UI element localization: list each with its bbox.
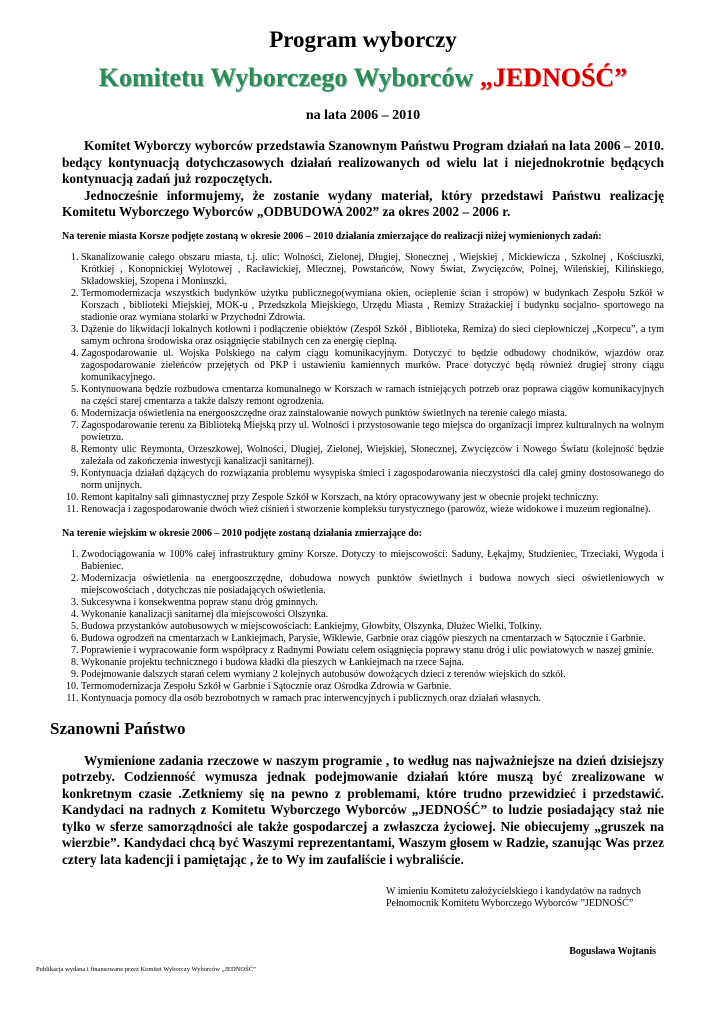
rural-section-heading: Na terenie wiejskim w okresie 2006 – 2010 podjęte zostaną działania zmierzające do:	[62, 527, 423, 539]
list-item: 11. Renowacja i zagospodarowanie dwóch wież ciśnień i stworzenie kompleksu turystycznego (parowóz, wieże widokowe i muzeum regionalne).	[81, 504, 664, 516]
list-item: 11. Kontynuacja pomocy dla osób bezrobotnych w ramach prac interwencyjnych i publicznych oraz działań własnych.	[81, 693, 664, 705]
list-item: 4. Zagospodarowanie ul. Wojska Polskiego na całym ciągu komunikacyjnym. Dotyczyć to będzie odbudowy chodników, wjazdów oraz zagospodarowanie zieleńców przejętych od PKP i ustawieniu kamiennych murków. Prace dotyczyć będą również drugiej strony ciągu komunikacyjnego.	[81, 348, 664, 384]
signature-line-2: Pełnomocnik Komitetu Wyborczego Wyborców ”JEDNOŚĆ”	[386, 898, 634, 909]
intro	[62, 138, 664, 221]
closing-heading: Szanowni Państwo	[50, 718, 186, 738]
list-item: 10. Remont kapitalny sali gimnastycznej przy Zespole Szkół w Korszach, na który opracowywany jest w obecnie projekt techniczny.	[81, 492, 664, 504]
list-item: 9. Podejmowanie dalszych starań celem wymiany 2 kolejnych autobusów dowożących dzieci z terenów wiejskich do szkół.	[81, 669, 664, 681]
committee-name: Komitetu Wyborczego Wyborców	[98, 63, 480, 92]
list-item: 2. Modernizacja oświetlenia na energooszczędne, dobudowa nowych punktów świetlnych i budowa nowych sieci oświetleniowych w miejscowościach , dotychczas nie posiadających oświetlenia.	[81, 573, 664, 597]
program-years: na lata 2006 – 2010	[305, 108, 421, 123]
list-item: 9. Kontynuacja działań dążących do rozwiązania problemu wysypiska śmieci i zagospodarowania nieczystości dla całej gminy dostosowanego do norm unijnych.	[81, 468, 664, 492]
city-task-list	[62, 252, 664, 516]
list-item: 1. Skanalizowanie całego obszaru miasta, t.j. ulic: Wolności, Zielonej, Długiej, Słonecznej , Wiejskiej , Mickiewicza , Szkolnej , Kościuszki, Krótkiej , Konopnickiej Wylotowej , Racławickiej, Mlecznej, Powstańców, Nowy Świat, Zwycięzców, Polnej, Wileńskiej, Kilińskiego, Składowskiej, Szopena i Moniuszki.	[81, 252, 664, 288]
list-item: 5. Kontynuowana będzie rozbudowa cmentarza komunalnego w Korszach w ramach istniejących potrzeb oraz poprawa ciągów komunikacyjnych na części starej cmentarza a także dalszy remont ogrodzenia.	[81, 384, 664, 408]
publication-footer: Publikacja wydana i finansowane przez Komitet Wyborczy Wyborców „JEDNOŚĆ”	[36, 966, 256, 973]
signer-name: Bogusława Wojtanis	[569, 946, 656, 957]
list-item: 1. Zwodociągowania w 100% całej infrastruktury gminy Korsze. Dotyczy to miejscowości: Saduny, Łękajmy, Studzieniec, Trzeciaki, Wygoda i Babieniec.	[81, 549, 664, 573]
list-item: 10. Termomodernizacja Zespołu Szkół w Garbnie i Sątocznie oraz Ośrodka Zdrowia w Garbnie.	[81, 681, 664, 693]
list-item: 7. Zagospodarowanie terenu za Biblioteką Miejską przy ul. Wolności i przystosowanie tego miejsca do organizacji imprez kulturalnych na wolnym powietrzu.	[81, 420, 664, 444]
list-item: 6. Budowa ogrodzeń na cmentarzach w Łankiejmach, Parysie, Wiklewie, Garbnie oraz ciągów pieszych na cmentarzach w Sątocznie i Garbnie.	[81, 633, 664, 645]
list-item: 4. Wykonanie kanalizacji sanitarnej dla miejscowości Olszynka.	[81, 609, 664, 621]
list-item: 8. Remonty ulic Reymonta, Orzeszkowej, Wolności, Długiej, Zielonej, Wiejskiej, Słonecznej, Zwycięzców i Nowego Światu (kolejność będzie zależała od zakończenia inwestycji kanalizacji sanitarnej).	[81, 444, 664, 468]
intro-paragraph-2: Jednocześnie informujemy, że zostanie wydany materiał, który przedstawi Państwu realizację Komitetu Wyborczego Wyborców „ODBUDOWA 2002” za okres 2002 – 2006 r.	[62, 187, 664, 219]
list-item: 6. Modernizacja oświetlenia na energooszczędne oraz zainstalowanie nowych punktów świetlnych na terenie całego miasta.	[81, 408, 664, 420]
list-item: 3. Sukcesywna i konsekwentna popraw stanu dróg gminnych.	[81, 597, 664, 609]
intro-paragraph-1: Komitet Wyborczy wyborców przedstawia Szanownym Państwu Program działań na lata 2006 – 2010. bedący kontynuacją dotychczasowych działań realizowanych od wielu lat i niejednokrotnie będących kontynuacją zadań już rozpoczętych.	[62, 138, 664, 186]
closing-paragraph: Wymienione zadania rzeczowe w naszym programie , to według nas najważniejsze na dzień dzisiejszy potrzeby. Codzienność wymusza jednak podejmowanie działań które muszą być zrealizowane w konkretnym czasie .Zetkniemy się na pewno z problemami, które trudno przewidzieć i przedstawić. Kandydaci na radnych z Komitetu Wyborczego Wyborców „JEDNOŚĆ” to ludzie posiadający staż nie tylko w sferze samorządności ale także gospodarczej a zwłaszcza życiowej. Nie obiecujemy „gruszek na wierzbie”. Kandydaci chcą być Waszymi reprezentantami, Waszym głosem w Radzie, szanując Was przez cztery lata kadencji i pamiętając , że to Wy im zaufaliście i wybraliście.	[62, 752, 664, 867]
committee-title	[62, 62, 664, 94]
list-item: 7. Poprawienie i wypracowanie form współpracy z Radnymi Powiatu celem osiągnięcia poprawy stanu dróg i ulic powiatowych w naszej gminie.	[81, 645, 664, 657]
list-item: 8. Wykonanie projektu technicznego i budowa kładki dla pieszych w Łankiejmach na rzece Sajna.	[81, 657, 664, 669]
signature-block	[386, 886, 664, 910]
list-item: 3. Dążenie do likwidacji lokalnych kotłowni i podłączenie obiektów (Zespół Szkół , Biblioteka, Remiza) do sieci ciepłowniczej „Korpecu”, a tym samym ochrona środowiska oraz osiągnięcie stabilnych cen za energię cieplną.	[81, 324, 664, 348]
signature-line-1: W imieniu Komitetu założycielskiego i kandydatów na radnych	[386, 886, 642, 897]
city-section-heading: Na terenie miasta Korsze podjęte zostaną w okresie 2006 – 2010 działania zmierzające do realizacji niżej wymienionych zadań:	[62, 230, 602, 242]
rural-task-list	[62, 549, 664, 705]
list-item: 5. Budowa przystanków autobusowych w miejscowościach: Łankiejmy, Głowbity, Olszynka, Dłużec Wielki, Tolkiny.	[81, 621, 664, 633]
committee-brand: „JEDNOŚĆ”	[479, 63, 628, 92]
program-title: Program wyborczy	[269, 27, 457, 52]
list-item: 2. Termomodernizacja wszystkich budynków użytku publicznego(wymiana okien, ocieplenie ścian i stropów) w budynkach Zespołu Szkół w Korszach , biblioteki Miejskiej, MOK-u , Przedszkola Miejskiego, Urzędu Miasta , Remizy Strażackiej i budynku socjalno- sportowego na stadionie oraz wymiana stolarki w Przychodni Zdrowia.	[81, 288, 664, 324]
